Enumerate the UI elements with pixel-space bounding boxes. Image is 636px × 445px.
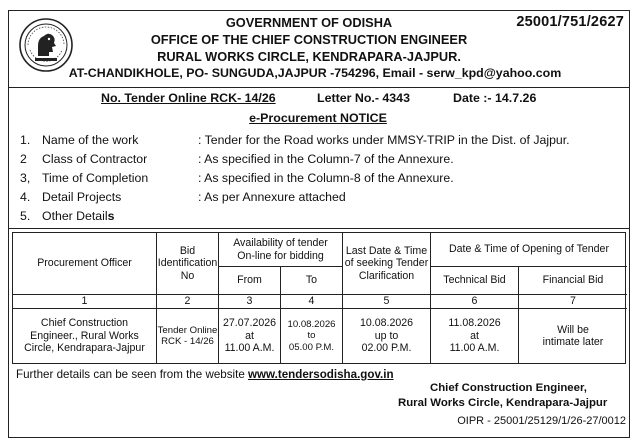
cell-last-date: 10.08.2026 up to 02.00 P.M.: [343, 309, 431, 363]
detail-row-time-of-completion: [20, 171, 620, 187]
detail-label-text: Other Detail: [42, 209, 108, 223]
detail-value: : As per Annexure attached: [198, 190, 346, 204]
header-government: GOVERNMENT OF ODISHA: [225, 15, 393, 30]
detail-row-detail-projects: [20, 190, 620, 206]
cell-to: 10.08.2026 to 05.00 P.M.: [281, 309, 343, 363]
tender-number: No. Tender Online RCK- 14/26: [101, 91, 276, 105]
tender-reference-row: [0, 91, 636, 107]
header-circle: RURAL WORKS CIRCLE, KENDRAPARA-JAJPUR.: [157, 49, 461, 64]
col-number: 6: [431, 295, 519, 309]
detail-row-class-of-contractor: [20, 152, 620, 168]
header-from: From: [219, 267, 281, 295]
reference-number: 25001/751/2627: [516, 14, 624, 30]
notice-title: e-Procurement NOTICE: [249, 111, 387, 125]
tender-date: Date :- 14.7.26: [453, 91, 537, 105]
letter-number: Letter No.- 4343: [317, 91, 410, 105]
col-number: 3: [219, 295, 281, 309]
col-number: 2: [157, 295, 219, 309]
col-number: 4: [281, 295, 343, 309]
detail-number: 1.: [20, 133, 31, 147]
detail-label-suffix: s: [107, 209, 115, 223]
header-last-date: Last Date & Time of seeking Tender Clarification: [343, 233, 431, 295]
cell-financial-bid: Will be intimate later: [542, 323, 604, 348]
detail-number: 5.: [20, 209, 31, 223]
signatory-title: Chief Construction Engineer,: [430, 382, 587, 394]
detail-number: 3,: [20, 171, 31, 185]
detail-label: [42, 209, 114, 223]
col-number: 1: [13, 295, 157, 309]
detail-value: : Tender for the Road works under MMSY-TRIP in the Dist. of Jajpur.: [198, 133, 570, 147]
header-bid-identification: Bid Identification No: [157, 233, 219, 295]
detail-value: : As specified in the Column-8 of the Annexure.: [198, 171, 454, 185]
further-details-text: Further details can be seen from the website: [16, 368, 248, 381]
cell-bid-id: Tender Online RCK - 14/26: [157, 309, 219, 363]
header-procurement-officer: Procurement Officer: [13, 233, 157, 295]
oipr-number: OIPR - 25001/25129/1/26-27/0012: [457, 415, 626, 427]
website-link[interactable]: www.tendersodisha.gov.in: [248, 368, 394, 381]
header-address: AT-CHANDIKHOLE, PO- SUNGUDA,JAJPUR -754296, Email - serw_kpd@yahoo.com: [68, 66, 562, 80]
tender-schedule-table: [12, 232, 626, 364]
col-number: 7: [519, 295, 627, 309]
detail-label: Time of Completion: [42, 171, 149, 185]
detail-row-name-of-work: [20, 133, 620, 149]
signatory-office: Rural Works Circle, Kendrapara-Jajpur: [398, 397, 608, 409]
detail-value: : As specified in the Column-7 of the Annexure.: [198, 152, 454, 166]
cell-from: 27.07.2026 at 11.00 A.M.: [219, 309, 281, 363]
detail-number: 4.: [20, 190, 31, 204]
header-to: To: [281, 267, 343, 295]
header-financial-bid: Financial Bid: [519, 267, 627, 295]
header-office: OFFICE OF THE CHIEF CONSTRUCTION ENGINEER: [150, 32, 468, 47]
cell-procurement-officer: Chief Construction Engineer., Rural Works Circle, Kendrapara-Jajpur: [13, 309, 157, 363]
further-details-line: [16, 368, 394, 381]
header-availability: Availability of tender On-line for bidding: [219, 233, 343, 267]
col-number: 5: [343, 295, 431, 309]
detail-row-other-details: [20, 209, 620, 225]
detail-number: 2: [20, 152, 27, 166]
header-technical-bid: Technical Bid: [431, 267, 519, 295]
header-divider: [8, 87, 630, 88]
details-divider: [8, 228, 630, 229]
detail-label: Class of Contractor: [42, 152, 148, 166]
detail-label: Name of the work: [42, 133, 139, 147]
header-opening: Date & Time of Opening of Tender: [431, 233, 627, 267]
detail-label: Detail Projects: [42, 190, 122, 204]
cell-technical-bid: 11.08.2026 at 11.00 A.M.: [431, 309, 519, 363]
